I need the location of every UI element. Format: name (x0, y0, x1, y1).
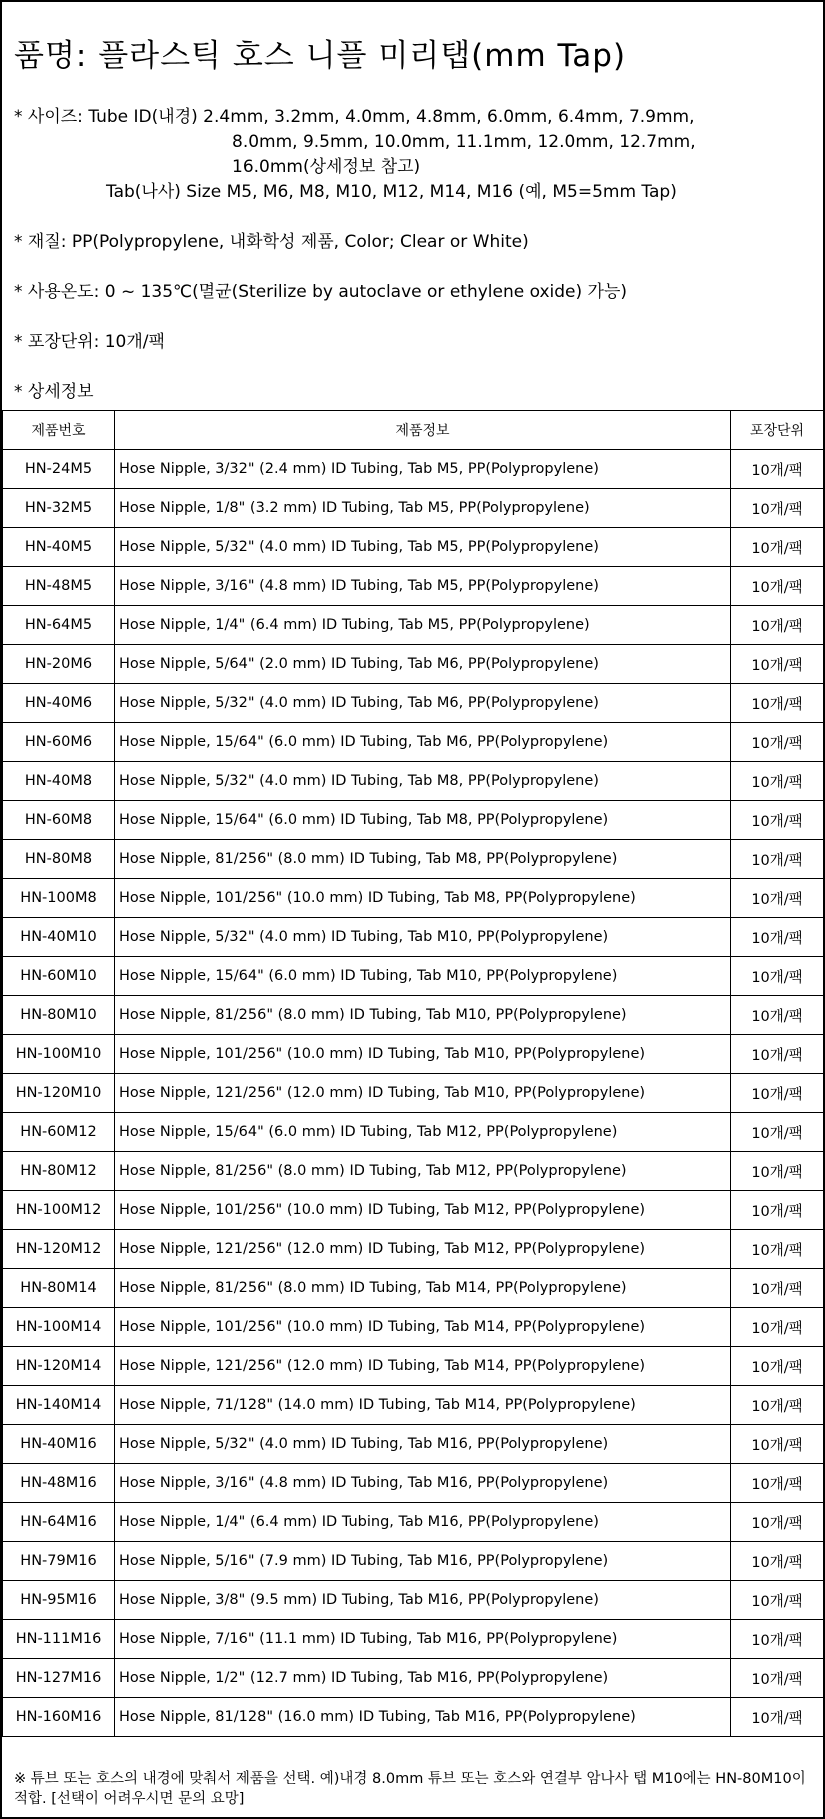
size-line-1: Tube ID(내경) 2.4mm, 3.2mm, 4.0mm, 4.8mm, 6.0mm, 6.4mm, 7.9mm, (88, 107, 695, 127)
package-unit: 10개/팩 (731, 762, 824, 801)
package-unit: 10개/팩 (731, 1269, 824, 1308)
product-code: HN-40M16 (3, 1425, 115, 1464)
table-row (3, 1113, 824, 1152)
header-product-code: 제품번호 (3, 411, 115, 450)
package-unit: 10개/팩 (731, 1386, 824, 1425)
package-unit: 10개/팩 (731, 879, 824, 918)
table-row (3, 684, 824, 723)
package-unit: 10개/팩 (731, 1230, 824, 1269)
product-info: Hose Nipple, 121/256" (12.0 mm) ID Tubing, Tab M12, PP(Polypropylene) (115, 1230, 731, 1269)
table-row (3, 450, 824, 489)
product-info: Hose Nipple, 101/256" (10.0 mm) ID Tubing, Tab M12, PP(Polypropylene) (115, 1191, 731, 1230)
product-code: HN-79M16 (3, 1542, 115, 1581)
product-info: Hose Nipple, 5/32" (4.0 mm) ID Tubing, Tab M16, PP(Polypropylene) (115, 1425, 731, 1464)
package-unit: 10개/팩 (731, 1152, 824, 1191)
product-info: Hose Nipple, 101/256" (10.0 mm) ID Tubing, Tab M8, PP(Polypropylene) (115, 879, 731, 918)
table-row (3, 1035, 824, 1074)
spec-section (2, 75, 823, 405)
product-code: HN-32M5 (3, 489, 115, 528)
product-code: HN-100M10 (3, 1035, 115, 1074)
table-row (3, 1464, 824, 1503)
product-code: HN-48M16 (3, 1464, 115, 1503)
product-code: HN-80M10 (3, 996, 115, 1035)
header-packaging: 포장단위 (731, 411, 824, 450)
package-unit: 10개/팩 (731, 996, 824, 1035)
package-unit: 10개/팩 (731, 1113, 824, 1152)
product-code: HN-20M6 (3, 645, 115, 684)
product-code: HN-60M12 (3, 1113, 115, 1152)
size-spec (14, 105, 823, 205)
product-info: Hose Nipple, 15/64" (6.0 mm) ID Tubing, Tab M8, PP(Polypropylene) (115, 801, 731, 840)
size-label: * 사이즈: (14, 107, 89, 127)
table-row (3, 606, 824, 645)
product-code: HN-40M5 (3, 528, 115, 567)
product-info: Hose Nipple, 15/64" (6.0 mm) ID Tubing, Tab M6, PP(Polypropylene) (115, 723, 731, 762)
product-code: HN-100M8 (3, 879, 115, 918)
package-unit: 10개/팩 (731, 1074, 824, 1113)
product-info: Hose Nipple, 5/32" (4.0 mm) ID Tubing, Tab M6, PP(Polypropylene) (115, 684, 731, 723)
product-code: HN-64M5 (3, 606, 115, 645)
product-info: Hose Nipple, 121/256" (12.0 mm) ID Tubing, Tab M14, PP(Polypropylene) (115, 1347, 731, 1386)
product-code: HN-80M14 (3, 1269, 115, 1308)
page-title: 품명: 플라스틱 호스 니플 미리탭(mm Tap) (14, 38, 627, 74)
table-row (3, 645, 824, 684)
detail-title: * 상세정보 (14, 382, 94, 402)
table-row (3, 1698, 824, 1737)
table-row (3, 723, 824, 762)
product-code: HN-24M5 (3, 450, 115, 489)
package-unit: 10개/팩 (731, 723, 824, 762)
product-code: HN-64M16 (3, 1503, 115, 1542)
temperature-spec: * 사용온도: 0 ~ 135℃(멸균(Sterilize by autoclave or ethylene oxide) 가능) (14, 282, 628, 302)
table-row (3, 1152, 824, 1191)
table-row (3, 957, 824, 996)
product-code: HN-95M16 (3, 1581, 115, 1620)
package-unit: 10개/팩 (731, 528, 824, 567)
package-unit: 10개/팩 (731, 567, 824, 606)
table-row (3, 879, 824, 918)
product-info: Hose Nipple, 1/4" (6.4 mm) ID Tubing, Tab M5, PP(Polypropylene) (115, 606, 731, 645)
footnote: ※ 튜브 또는 호스의 내경에 맞춰서 제품을 선택. 예)내경 8.0mm 튜브 또는 호스와 연결부 암나사 탭 M10에는 HN-80M10이 적합. [선택이 어려우시면 문의 요망] (14, 1771, 806, 1807)
table-row (3, 567, 824, 606)
product-info: Hose Nipple, 1/4" (6.4 mm) ID Tubing, Tab M16, PP(Polypropylene) (115, 1503, 731, 1542)
product-code: HN-120M12 (3, 1230, 115, 1269)
table-row (3, 1503, 824, 1542)
product-info: Hose Nipple, 5/32" (4.0 mm) ID Tubing, Tab M5, PP(Polypropylene) (115, 528, 731, 567)
product-code: HN-127M16 (3, 1659, 115, 1698)
product-info: Hose Nipple, 3/32" (2.4 mm) ID Tubing, Tab M5, PP(Polypropylene) (115, 450, 731, 489)
product-info: Hose Nipple, 121/256" (12.0 mm) ID Tubing, Tab M10, PP(Polypropylene) (115, 1074, 731, 1113)
package-unit: 10개/팩 (731, 1308, 824, 1347)
package-unit: 10개/팩 (731, 645, 824, 684)
table-row (3, 762, 824, 801)
table-row (3, 801, 824, 840)
table-row (3, 1347, 824, 1386)
product-info: Hose Nipple, 81/256" (8.0 mm) ID Tubing, Tab M8, PP(Polypropylene) (115, 840, 731, 879)
size-line-4: Tab(나사) Size M5, M6, M8, M10, M12, M14, M16 (예, M5=5mm Tap) (106, 182, 677, 202)
product-info: Hose Nipple, 71/128" (14.0 mm) ID Tubing, Tab M14, PP(Polypropylene) (115, 1386, 731, 1425)
product-code: HN-60M6 (3, 723, 115, 762)
package-unit: 10개/팩 (731, 1581, 824, 1620)
header-product-info: 제품정보 (115, 411, 731, 450)
product-info: Hose Nipple, 81/256" (8.0 mm) ID Tubing, Tab M12, PP(Polypropylene) (115, 1152, 731, 1191)
package-unit: 10개/팩 (731, 450, 824, 489)
product-code: HN-40M8 (3, 762, 115, 801)
table-row (3, 1308, 824, 1347)
table-row (3, 1386, 824, 1425)
product-info: Hose Nipple, 1/2" (12.7 mm) ID Tubing, Tab M16, PP(Polypropylene) (115, 1659, 731, 1698)
package-unit: 10개/팩 (731, 1542, 824, 1581)
product-code: HN-48M5 (3, 567, 115, 606)
table-row (3, 1581, 824, 1620)
product-info: Hose Nipple, 5/32" (4.0 mm) ID Tubing, Tab M10, PP(Polypropylene) (115, 918, 731, 957)
table-row (3, 1542, 824, 1581)
material-spec: * 재질: PP(Polypropylene, 내화학성 제품, Color; Clear or White) (14, 232, 529, 252)
table-row (3, 840, 824, 879)
package-unit: 10개/팩 (731, 918, 824, 957)
package-unit: 10개/팩 (731, 684, 824, 723)
packaging-spec: * 포장단위: 10개/팩 (14, 332, 165, 352)
table-header-row (3, 411, 824, 450)
product-info: Hose Nipple, 5/32" (4.0 mm) ID Tubing, Tab M8, PP(Polypropylene) (115, 762, 731, 801)
product-info: Hose Nipple, 15/64" (6.0 mm) ID Tubing, Tab M10, PP(Polypropylene) (115, 957, 731, 996)
product-info: Hose Nipple, 5/16" (7.9 mm) ID Tubing, Tab M16, PP(Polypropylene) (115, 1542, 731, 1581)
product-table (2, 410, 824, 1737)
package-unit: 10개/팩 (731, 1464, 824, 1503)
table-row (3, 489, 824, 528)
table-row (3, 528, 824, 567)
table-row (3, 996, 824, 1035)
package-unit: 10개/팩 (731, 840, 824, 879)
product-info: Hose Nipple, 3/16" (4.8 mm) ID Tubing, Tab M16, PP(Polypropylene) (115, 1464, 731, 1503)
package-unit: 10개/팩 (731, 1620, 824, 1659)
size-line-2: 8.0mm, 9.5mm, 10.0mm, 11.1mm, 12.0mm, 12.7mm, (232, 132, 696, 152)
product-code: HN-40M6 (3, 684, 115, 723)
package-unit: 10개/팩 (731, 1503, 824, 1542)
product-code: HN-100M12 (3, 1191, 115, 1230)
product-code: HN-60M10 (3, 957, 115, 996)
package-unit: 10개/팩 (731, 1425, 824, 1464)
product-info: Hose Nipple, 101/256" (10.0 mm) ID Tubing, Tab M10, PP(Polypropylene) (115, 1035, 731, 1074)
product-code: HN-100M14 (3, 1308, 115, 1347)
product-info: Hose Nipple, 7/16" (11.1 mm) ID Tubing, Tab M16, PP(Polypropylene) (115, 1620, 731, 1659)
product-code: HN-80M8 (3, 840, 115, 879)
package-unit: 10개/팩 (731, 957, 824, 996)
product-code: HN-40M10 (3, 918, 115, 957)
product-code: HN-80M12 (3, 1152, 115, 1191)
table-row (3, 1230, 824, 1269)
package-unit: 10개/팩 (731, 1035, 824, 1074)
size-line-3: 16.0mm(상세정보 참고) (232, 157, 421, 177)
product-info: Hose Nipple, 81/128" (16.0 mm) ID Tubing, Tab M16, PP(Polypropylene) (115, 1698, 731, 1737)
product-info: Hose Nipple, 15/64" (6.0 mm) ID Tubing, Tab M12, PP(Polypropylene) (115, 1113, 731, 1152)
product-info: Hose Nipple, 81/256" (8.0 mm) ID Tubing, Tab M10, PP(Polypropylene) (115, 996, 731, 1035)
package-unit: 10개/팩 (731, 1191, 824, 1230)
table-row (3, 1074, 824, 1113)
product-info: Hose Nipple, 3/8" (9.5 mm) ID Tubing, Tab M16, PP(Polypropylene) (115, 1581, 731, 1620)
table-row (3, 918, 824, 957)
product-info: Hose Nipple, 5/64" (2.0 mm) ID Tubing, Tab M6, PP(Polypropylene) (115, 645, 731, 684)
package-unit: 10개/팩 (731, 1347, 824, 1386)
package-unit: 10개/팩 (731, 1659, 824, 1698)
product-code: HN-140M14 (3, 1386, 115, 1425)
product-info: Hose Nipple, 1/8" (3.2 mm) ID Tubing, Tab M5, PP(Polypropylene) (115, 489, 731, 528)
product-info: Hose Nipple, 101/256" (10.0 mm) ID Tubing, Tab M14, PP(Polypropylene) (115, 1308, 731, 1347)
product-code: HN-120M10 (3, 1074, 115, 1113)
product-info: Hose Nipple, 3/16" (4.8 mm) ID Tubing, Tab M5, PP(Polypropylene) (115, 567, 731, 606)
package-unit: 10개/팩 (731, 489, 824, 528)
product-info: Hose Nipple, 81/256" (8.0 mm) ID Tubing, Tab M14, PP(Polypropylene) (115, 1269, 731, 1308)
table-body (3, 450, 824, 1737)
package-unit: 10개/팩 (731, 801, 824, 840)
table-row (3, 1191, 824, 1230)
product-code: HN-60M8 (3, 801, 115, 840)
package-unit: 10개/팩 (731, 606, 824, 645)
package-unit: 10개/팩 (731, 1698, 824, 1737)
product-code: HN-111M16 (3, 1620, 115, 1659)
table-row (3, 1269, 824, 1308)
product-code: HN-120M14 (3, 1347, 115, 1386)
table-row (3, 1620, 824, 1659)
table-row (3, 1425, 824, 1464)
table-row (3, 1659, 824, 1698)
product-code: HN-160M16 (3, 1698, 115, 1737)
